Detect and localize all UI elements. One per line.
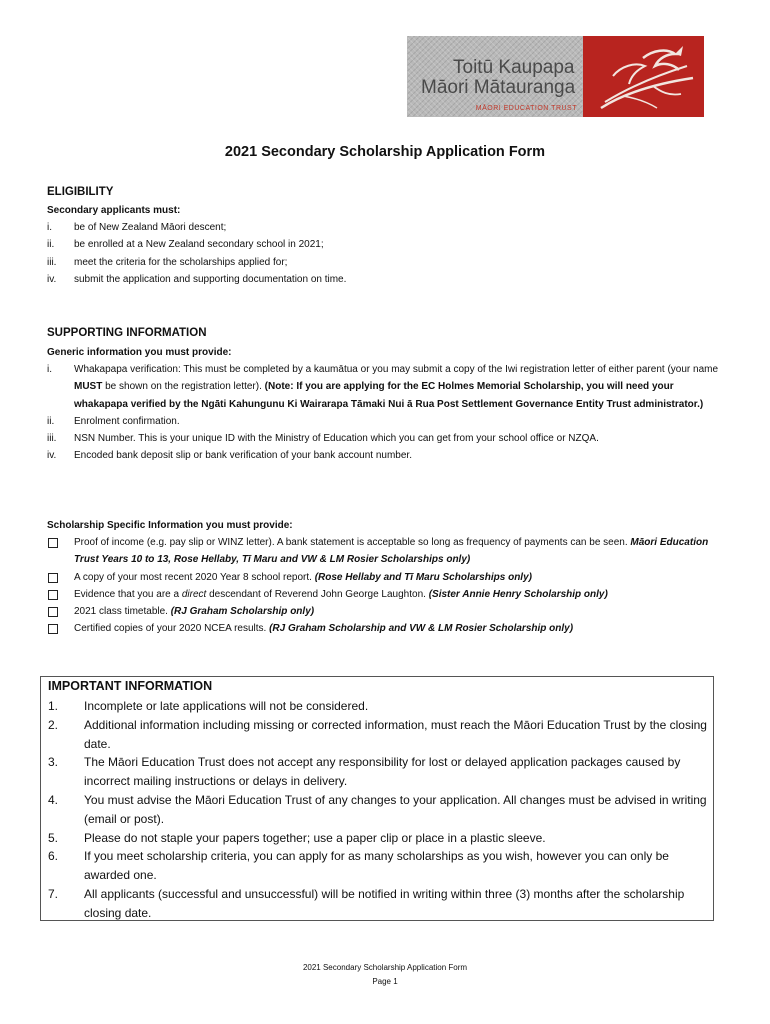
eligibility-list: [47, 219, 727, 288]
specific-checklist: [47, 534, 727, 638]
list-item: 7. All applicants (successful and unsuccessful) will be notified in writing within three (3) months after the scholarship closing date.: [48, 886, 685, 920]
list-item: i. be of New Zealand Māori descent;: [47, 222, 227, 233]
checkbox-icon[interactable]: [48, 624, 58, 634]
important-heading: IMPORTANT INFORMATION: [48, 679, 213, 693]
list-item: 2. Additional information including missing or corrected information, must reach the Māori Education Trust by the closing date.: [48, 717, 707, 751]
supporting-subheading: Generic information you must provide:: [47, 347, 232, 358]
list-item: 3. The Māori Education Trust does not accept any responsibility for lost or delayed application packages caused by incorrect mailing instructions or delays in delivery.: [48, 755, 681, 789]
list-item: iv. submit the application and supporting documentation on time.: [47, 273, 347, 285]
supporting-list: [47, 361, 727, 465]
list-item: ii. be enrolled at a New Zealand secondary school in 2021;: [47, 239, 324, 251]
list-item: 6. If you meet scholarship criteria, you can apply for as many scholarships as you wish, however you can only be awarded one.: [48, 849, 669, 883]
checklist-item: 2021 class timetable. (RJ Graham Scholarship only): [47, 603, 727, 620]
list-item: i. Whakapapa verification: This must be completed by a kaumātua or you may submit a copy of the Iwi registration letter of either parent (your name MUST be shown on the registration letter). (Note: If you are applying for the EC Holmes Memorial Scholarship, you will need your whakapapa verified by the Ngāti Kahungunu Ki Wairarapa Tāmaki Nui ā Rua Post Settlement Governance Entity Trust administrator.): [47, 364, 719, 410]
logo-line-1: Toitū Kaupapa: [453, 57, 575, 78]
specific-subheading: Scholarship Specific Information you must provide:: [47, 520, 293, 531]
footer-title: 2021 Secondary Scholarship Application Form: [302, 963, 468, 972]
eligibility-heading: ELIGIBILITY: [47, 186, 114, 198]
checkbox-icon[interactable]: [48, 590, 58, 600]
list-item: iii. meet the criteria for the scholarships applied for;: [47, 256, 288, 268]
list-item: 4. You must advise the Māori Education Trust of any changes to your application. All changes must be advised in writing (email or post).: [48, 792, 707, 826]
list-item: ii. Enrolment confirmation.: [47, 415, 180, 427]
important-list: [48, 697, 708, 923]
checkbox-icon[interactable]: [48, 607, 58, 617]
logo-line-2: Māori Mātauranga: [421, 77, 576, 98]
supporting-heading: SUPPORTING INFORMATION: [47, 327, 207, 339]
form-title: 2021 Secondary Scholarship Application Form: [224, 144, 546, 160]
list-item: iii. NSN Number. This is your unique ID with the Ministry of Education which you can get from your school office or NZQA.: [47, 433, 599, 445]
checklist-item: A copy of your most recent 2020 Year 8 school report. (Rose Hellaby and Tī Maru Scholarships only): [47, 569, 727, 586]
footer-page-number: Page 1: [372, 977, 398, 986]
logo-red-panel: [583, 36, 704, 117]
list-item: 5. Please do not staple your papers together; use a paper clip or place in a plastic sleeve.: [48, 830, 546, 845]
logo-text-panel: [407, 36, 583, 117]
list-item: 1. Incomplete or late applications will not be considered.: [48, 699, 369, 713]
list-item: iv. Encoded bank deposit slip or bank verification of your bank account number.: [47, 450, 412, 462]
logo-subtitle: MĀORI EDUCATION TRUST: [475, 105, 577, 112]
maori-education-trust-logo: [407, 36, 704, 117]
important-information-box: [40, 676, 714, 921]
checklist-item: Proof of income (e.g. pay slip or WINZ letter). A bank statement is acceptable so long as frequency of payments can be seen. Māori Education Trust Years 10 to 13, Rose Hellaby, Tī Maru and VW & LM Rosier Scholarships only): [47, 534, 727, 569]
checkbox-icon[interactable]: [48, 538, 58, 548]
bird-logo-icon: [583, 36, 704, 117]
checklist-item: Evidence that you are a direct descendant of Reverend John George Laughton. (Sister Annie Henry Scholarship only): [47, 586, 727, 603]
checklist-item: Certified copies of your 2020 NCEA results. (RJ Graham Scholarship and VW & LM Rosier Scholarship only): [47, 620, 727, 637]
checkbox-icon[interactable]: [48, 573, 58, 583]
eligibility-subheading: Secondary applicants must:: [47, 205, 181, 216]
